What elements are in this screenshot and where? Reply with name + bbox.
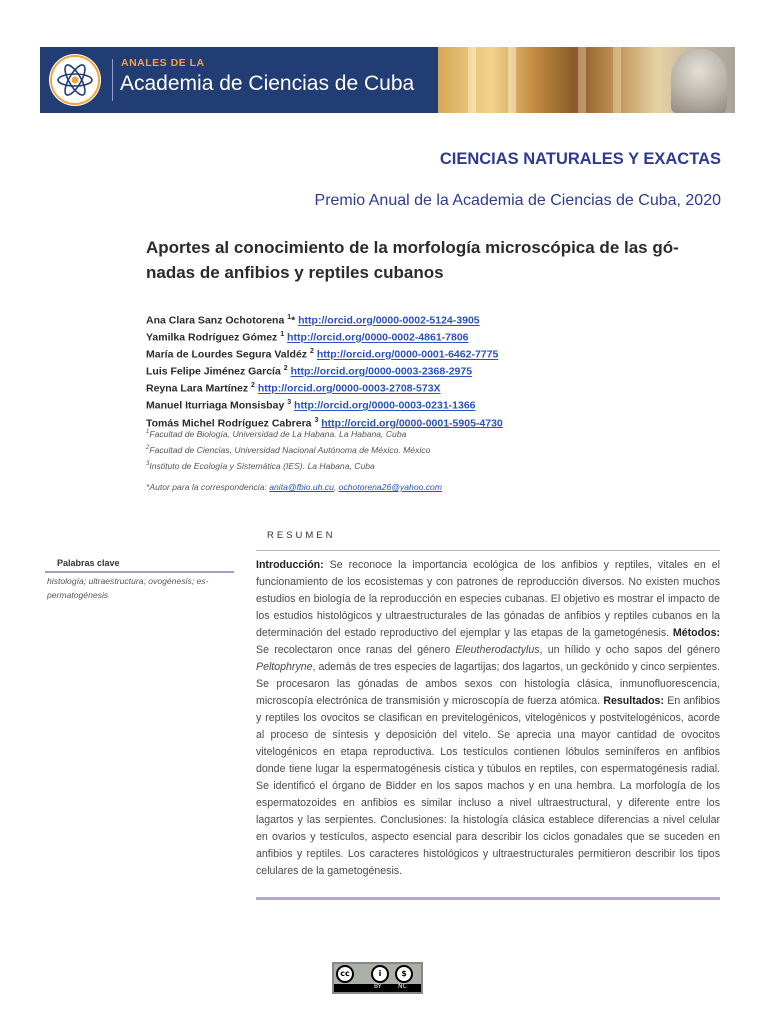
- author-item: [146, 311, 503, 328]
- cc-license-badge[interactable]: [332, 962, 423, 994]
- orcid-link[interactable]: http://orcid.org/0000-0003-2708-573X: [257, 382, 441, 395]
- orcid-link[interactable]: http://orcid.org/0000-0001-6462-7775: [316, 348, 499, 361]
- article-title: [146, 235, 726, 285]
- genus-name: Peltophryne: [256, 661, 313, 673]
- author-name: Yamilka Rodríguez Gómez: [146, 331, 281, 344]
- abstract-body: [256, 557, 720, 880]
- nc-icon: $: [395, 965, 413, 983]
- email-link[interactable]: anita@fbio.uh.cu: [269, 482, 334, 492]
- affiliation-sup: 2: [146, 445, 150, 452]
- author-list: [146, 311, 503, 431]
- affiliation-item: [146, 457, 430, 473]
- affiliation-list: [146, 425, 430, 473]
- author-affil-sup: 2: [309, 348, 314, 356]
- orcid-link[interactable]: http://orcid.org/0000-0003-0231-1366: [294, 399, 476, 412]
- by-label: BY: [374, 983, 382, 990]
- author-affil-sup: 1: [280, 331, 285, 339]
- orcid-link[interactable]: http://orcid.org/0000-0001-5905-4730: [321, 417, 503, 430]
- correspondence-label: *Autor para la correspondencia:: [146, 482, 270, 492]
- author-affil-sup: 2: [283, 365, 288, 373]
- title-line-1: Aportes al conocimiento de la morfología microscópica de las gó-: [146, 238, 679, 257]
- cc-icon: cc: [336, 965, 354, 983]
- author-name: Reyna Lara Martínez: [146, 382, 252, 395]
- bust-image: [671, 49, 727, 113]
- journal-subtitle: ANALES DE LA: [121, 57, 205, 69]
- banner-photo: [438, 47, 735, 113]
- author-item: [146, 328, 503, 345]
- affiliation-sup: 3: [146, 461, 150, 468]
- journal-banner: [40, 47, 735, 113]
- author-affil-sup: 2: [251, 382, 255, 390]
- affiliation-item: [146, 441, 430, 457]
- genus-name: Eleutherodactylus: [455, 644, 540, 656]
- author-name: Luis Felipe Jiménez García: [146, 365, 284, 378]
- methods-text: , un hílido y ocho sapos del género: [539, 644, 720, 656]
- author-name: Ana Clara Sanz Ochotorena: [146, 314, 288, 327]
- abstract-top-rule: [256, 550, 720, 551]
- orcid-link[interactable]: http://orcid.org/0000-0003-2368-2975: [290, 365, 473, 378]
- orcid-link[interactable]: http://orcid.org/0000-0002-5124-3905: [298, 314, 480, 327]
- by-icon: i: [371, 965, 389, 983]
- separator: ,: [333, 482, 339, 492]
- banner-divider: [112, 59, 113, 101]
- intro-text: Se reconoce la importancia ecológica de los anfibios y reptiles, vitales en el funcionamiento de los ecosistemas y con patrones de reproducción diversos. No existen muchos estudios en biología de la reproducción en especies cubanas. El objetivo es mostrar el impacto de los estudios histológicos y ultraestructurales de las gónadas de anfibios y reptiles cubanos en la determinación del estado reproductivo del ejemplar y las etapas de la gametogénesis.: [256, 559, 720, 639]
- author-item: [146, 396, 503, 413]
- keywords-text: [47, 575, 237, 602]
- section-heading: CIENCIAS NATURALES Y EXACTAS: [439, 150, 721, 168]
- author-item: [146, 345, 503, 362]
- keywords-line: histología; ultraestructura; ovogénesis; es-: [47, 576, 209, 586]
- keywords-line: permatogénesis: [47, 589, 109, 600]
- intro-label: Introducción:: [256, 559, 324, 571]
- keywords-divider: [45, 571, 234, 573]
- author-name: Tomás Michel Rodríguez Cabrera: [146, 417, 315, 430]
- methods-text: , además de tres especies de lagartijas; dos lagartos, un geckónido y cinco serpientes. Se procesaron las gónadas de ambos sexos con histología clásica, inmunofluorescencia, microscopía electrónica de transmisión y microscopía de fuerza atómica.: [256, 661, 720, 707]
- nc-label: NC: [398, 983, 407, 990]
- author-name: María de Lourdes Segura Valdéz: [146, 348, 310, 361]
- results-text: En anfibios y reptiles los ovocitos se clasifican en previtelogénicos, vitelogénicos y postvitelogénicos, acorde al proceso de síntesis y deposición del vitelo. Se aprecia una mayor cantidad de ovocitos vitelogénicos en etapa reproductiva. Los testículos contienen lóbulos seminíferos en anfibios donde tiene lugar la espermatogénesis cística y túbulos en reptiles, con espermatogénesis radial. Se identificó el órgano de Bidder en los sapos machos y en una hembra. La morfología de los espermatozoides en anfibios es similar incluso a nivel ultraestructural, y diferente entre los lagartos y las serpientes. Conclusiones: la histología clásica establece diferencias a nivel celular en ovarios y testículos, aspecto esencial para describir los ciclos gonadales que se suceden en anfibios y reptiles. Los caracteres histológicos y ultraestructurales permitieron describir los tipos celulares de la gametogénesis.: [256, 695, 720, 877]
- prize-subtitle: Premio Anual de la Academia de Ciencias de Cuba, 2020: [314, 192, 721, 209]
- affiliation-text: Facultad de Ciencias, Universidad Nacional Autónoma de México. México: [149, 445, 431, 456]
- author-affil-sup: 3: [287, 399, 292, 407]
- abstract-heading: RESUMEN: [267, 530, 336, 541]
- methods-label: Métodos:: [672, 627, 720, 639]
- affiliation-text: Facultad de Biología, Universidad de La Habana. La Habana, Cuba: [149, 428, 407, 439]
- keywords-heading: Palabras clave: [57, 558, 120, 568]
- author-affil-sup: 1: [287, 314, 292, 321]
- atom-icon: [49, 54, 101, 106]
- orcid-link[interactable]: http://orcid.org/0000-0002-4861-7806: [287, 331, 469, 344]
- affiliation-sup: 1: [146, 429, 150, 435]
- corresponding-mark: *: [291, 314, 299, 327]
- abstract-bottom-rule: [256, 897, 720, 900]
- title-line-2: nadas de anfibios y reptiles cubanos: [146, 263, 444, 282]
- author-affil-sup: 3: [314, 416, 319, 424]
- journal-title: Academia de Ciencias de Cuba: [120, 72, 415, 95]
- results-label: Resultados:: [603, 695, 664, 707]
- correspondence-note: [146, 482, 442, 492]
- author-item: [146, 379, 503, 396]
- author-item: [146, 362, 503, 379]
- author-name: Manuel Iturriaga Monsisbay: [146, 399, 288, 412]
- methods-text: Se recolectaron once ranas del género: [256, 644, 456, 656]
- affiliation-text: Instituto de Ecología y Sistemática (IES). La Habana, Cuba: [149, 461, 375, 472]
- affiliation-item: [146, 425, 430, 441]
- email-link[interactable]: ochotorena26@yahoo.com: [338, 482, 442, 492]
